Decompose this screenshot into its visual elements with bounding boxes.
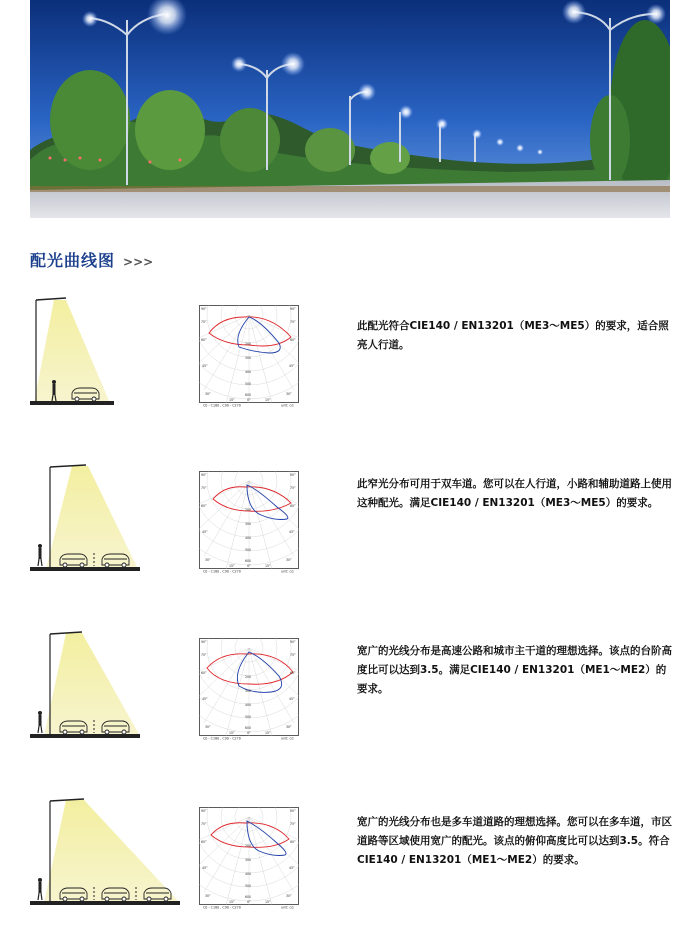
- angle-label: 75°: [290, 486, 296, 490]
- angle-label: 45°: [289, 364, 295, 368]
- angle-label: 90°: [290, 809, 296, 813]
- angle-label: 90°: [201, 473, 207, 477]
- polar-light-distribution-chart: [199, 305, 299, 411]
- angle-label: 30°: [286, 392, 292, 396]
- street-light-illustration: [30, 797, 185, 913]
- angle-label: 15°: [229, 900, 235, 904]
- angle-label: 75°: [290, 320, 296, 324]
- radial-label: 400: [245, 536, 252, 540]
- angle-label: 15°: [265, 900, 271, 904]
- chart-unit: unit: cd: [281, 569, 294, 573]
- pedestrian-icon: [38, 711, 42, 733]
- angle-label: 60°: [290, 840, 296, 844]
- radial-label: 600: [245, 726, 252, 730]
- angle-label: 45°: [202, 364, 208, 368]
- pedestrian-icon: [38, 544, 42, 566]
- radial-label: 400: [245, 872, 252, 876]
- angle-label: 90°: [290, 640, 296, 644]
- angle-label: 45°: [202, 530, 208, 534]
- angle-label: 75°: [290, 822, 296, 826]
- chart-unit: unit: cd: [281, 403, 294, 407]
- angle-label: 75°: [201, 320, 207, 324]
- chart-legend: C0 - C180 , C90 - C270: [203, 905, 241, 909]
- angle-label: 90°: [201, 307, 207, 311]
- distribution-description: 宽广的光线分布也是多车道道路的理想选择。您可以在多车道，市区道路等区域使用宽广的配光。该点的俯仰高度比可以达到3.5。符合CIE140 / EN13201（ME1～ME2）的要求。: [357, 816, 672, 866]
- angle-label: 90°: [201, 640, 207, 644]
- angle-label: 15°: [265, 564, 271, 568]
- radial-label: 200: [245, 508, 252, 512]
- angle-label: 60°: [290, 671, 296, 675]
- radial-label: 400: [245, 703, 252, 707]
- radial-label: 500: [245, 548, 252, 552]
- angle-label: 60°: [201, 338, 207, 342]
- chart-unit: unit: cd: [281, 905, 294, 909]
- angle-label: 15°: [229, 731, 235, 735]
- street-light-illustration: [30, 463, 142, 579]
- angle-label: 15°: [265, 731, 271, 735]
- angle-label: 0°: [247, 900, 251, 904]
- section-title-text: 配光曲线图: [30, 251, 116, 270]
- polar-light-distribution-chart: [199, 638, 299, 744]
- angle-label: 60°: [201, 840, 207, 844]
- angle-label: 60°: [290, 504, 296, 508]
- distribution-description: 宽广的光线分布是高速公路和城市主干道的理想选择。该点的台阶高度比可以达到3.5。满足CIE140 / EN13201（ME1～ME2）的要求。: [357, 645, 672, 695]
- angle-label: 30°: [205, 558, 211, 562]
- chart-legend: C0 - C180 , C90 - C270: [203, 736, 241, 740]
- angle-label: 90°: [201, 809, 207, 813]
- polar-light-distribution-chart: [199, 807, 299, 913]
- angle-label: 0°: [247, 398, 251, 402]
- radial-label: 600: [245, 559, 252, 563]
- radial-label: 300: [245, 689, 252, 693]
- radial-label: 500: [245, 382, 252, 386]
- chart-legend: C0 - C180 , C90 - C270: [203, 569, 241, 573]
- radial-label: 300: [245, 858, 252, 862]
- chart-legend: C0 - C180 , C90 - C270: [203, 403, 241, 407]
- angle-label: 60°: [201, 671, 207, 675]
- radial-label: 500: [245, 715, 252, 719]
- angle-label: 45°: [202, 866, 208, 870]
- radial-label: 600: [245, 393, 252, 397]
- distribution-description: 此窄光分布可用于双车道。您可以在人行道，小路和辅助道路上使用这种配光。满足CIE140 / EN13201（ME3～ME5）的要求。: [357, 478, 672, 509]
- chevrons-right-icon: >>>: [123, 255, 154, 269]
- angle-label: 15°: [229, 398, 235, 402]
- radial-label: 200: [245, 675, 252, 679]
- angle-label: 45°: [202, 697, 208, 701]
- radial-label: 300: [245, 522, 252, 526]
- pedestrian-icon: [38, 878, 42, 900]
- angle-label: 75°: [201, 822, 207, 826]
- polar-light-distribution-chart: [199, 471, 299, 577]
- angle-label: 75°: [201, 653, 207, 657]
- angle-label: 30°: [205, 725, 211, 729]
- angle-label: 30°: [205, 894, 211, 898]
- radial-label: 600: [245, 895, 252, 899]
- radial-label: 200: [245, 844, 252, 848]
- angle-label: 0°: [247, 731, 251, 735]
- angle-label: 75°: [290, 653, 296, 657]
- chart-unit: unit: cd: [281, 736, 294, 740]
- radial-label: 500: [245, 884, 252, 888]
- angle-label: 0°: [247, 564, 251, 568]
- light-distribution-row-1: [0, 295, 700, 445]
- radial-label: 200: [245, 342, 252, 346]
- section-title: [30, 248, 153, 271]
- angle-label: 75°: [201, 486, 207, 490]
- light-distribution-row-2: [0, 463, 700, 613]
- radial-label: 300: [245, 356, 252, 360]
- angle-label: 30°: [286, 558, 292, 562]
- angle-label: 15°: [265, 398, 271, 402]
- radial-label: 400: [245, 370, 252, 374]
- hero-photo: [30, 0, 670, 218]
- light-distribution-row-4: [0, 797, 700, 947]
- angle-label: 45°: [289, 866, 295, 870]
- angle-label: 15°: [229, 564, 235, 568]
- distribution-description: 此配光符合CIE140 / EN13201（ME3～ME5）的要求，适合照亮人行道。: [357, 320, 669, 351]
- light-distribution-row-3: [0, 630, 700, 780]
- angle-label: 60°: [201, 504, 207, 508]
- angle-label: 45°: [289, 530, 295, 534]
- angle-label: 30°: [286, 894, 292, 898]
- angle-label: 90°: [290, 307, 296, 311]
- angle-label: 30°: [286, 725, 292, 729]
- street-light-illustration: [30, 630, 142, 746]
- street-light-illustration: [30, 295, 120, 411]
- angle-label: 90°: [290, 473, 296, 477]
- angle-label: 30°: [205, 392, 211, 396]
- angle-label: 45°: [289, 697, 295, 701]
- angle-label: 60°: [290, 338, 296, 342]
